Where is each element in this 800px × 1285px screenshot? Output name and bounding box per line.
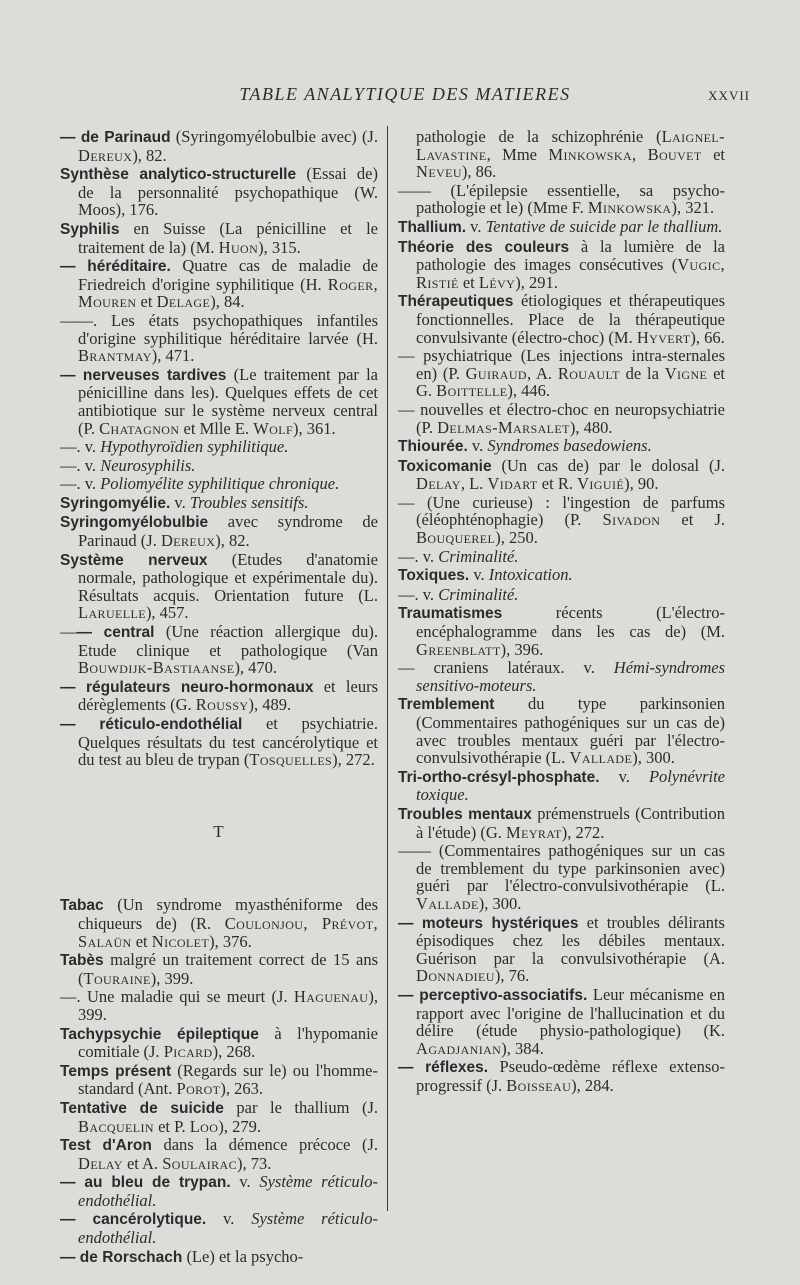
running-title: TABLE ANALYTIQUE DES MATIERES — [239, 84, 571, 104]
index-entry: — craniens latéraux. v. Hémi-syndromes sensitivo-moteurs. — [398, 658, 725, 695]
index-entry: — perceptivo-associatifs. Leur mécanisme en rapport avec l'origine de l'hallucination et du délire (étude physio-pathologique) (K. Agadjanian), 384. — [398, 984, 725, 1058]
index-xref: —. v. Criminalité. — [398, 584, 519, 604]
index-xref: —. v. Neurosyphilis. — [60, 455, 196, 475]
index-entry: — de Parinaud (Syringomyélobulbie avec) (J. Dereux), 82. — [60, 127, 378, 165]
index-entry: ——. Les états psychopathiques infantiles d'origine syphilitique héréditaire larvée (H. Brantmay), 471. — [60, 310, 378, 366]
left-column — [60, 128, 378, 1267]
index-entry: — réticulo-endothélial et psychiatrie. Quelques résultats du test cancérolytique et du test au bleu de trypan (Tosquelles), 272. — [60, 714, 379, 770]
index-entry: — réflexes. Pseudo-œdème réflexe extenso-progressif (J. Boisseau), 284. — [398, 1057, 725, 1095]
index-entry: Toxiques. v. Intoxication. — [398, 565, 573, 585]
index-entry-continued: pathologie de la schizophrénie (Laignel-Lavastine, Mme Minkowska, Bouvet et Neveu), 86. — [416, 127, 725, 182]
section-letter: T — [213, 821, 225, 841]
index-entry: — moteurs hystériques et troubles délirants épisodiques chez les débiles mentaux. Guérison par la convulsivothérapie (A. Donnadieu), 76. — [398, 912, 725, 986]
index-entry: — nouvelles et électro-choc en neuropsychiatrie (P. Delmas-Marsalet), 480. — [398, 399, 725, 437]
index-entry: — de Rorschach (Le) et la psycho- — [60, 1246, 304, 1266]
index-entry: Tri-ortho-crésyl-phosphate. v. Polynévrite toxique. — [398, 766, 725, 805]
index-entry: Théorie des couleurs à la lumière de la pathologie des images consécutives (Vugic, Ristié et Lévy), 291. — [398, 236, 725, 292]
index-entry: Syringomyélie. v. Troubles sensitifs. — [60, 492, 309, 512]
index-entry: — nerveuses tardives (Le traitement par la pénicilline dans les). Quelques effets de cet antibiotique sur le système nerveux central (P. Chatagnon et Mlle E. Wolf), 361. — [60, 364, 378, 438]
index-entry: Thiourée. v. Syndromes basedowiens. — [398, 436, 652, 456]
right-column — [398, 128, 725, 1095]
index-entry: Système nerveux (Etudes d'anatomie normale, pathologique et expérimentale du). Résultats acquis. Orientation future (L. Laruelle), 457. — [60, 549, 378, 623]
index-entry: —— (Commentaires pathogéniques sur un cas de tremblement du type parkinsonien avec) guéri par l'électro-convulsivothérapie (L. Vallade), 300. — [398, 841, 725, 913]
index-entry: Tentative de suicide par le thallium (J. Bacquelin et P. Loo), 279. — [60, 1097, 379, 1136]
index-entry: Tremblement du type parkinsonien (Commentaires pathogéniques sur un cas de) avec troubles mentaux guéri par l'électro-convulsivothérapie (L. Vallade), 300. — [398, 694, 725, 768]
index-entry: Synthèse analytico-structurelle (Essai de) de la personnalité psychopathique (W. Moos), 176. — [60, 164, 378, 220]
column-divider — [387, 126, 388, 1211]
index-entry: —— central (Une réaction allergique du). Etude clinique et pathologique (Van Bouwdijk-Bastiaanse), 470. — [60, 622, 378, 678]
index-xref: — cancérolytique. v. Système réticulo-endothélial. — [60, 1209, 378, 1248]
index-entry: Temps présent (Regards sur le) ou l'homme-standard (Ant. Porot), 263. — [60, 1060, 378, 1099]
index-entry: Syphilis en Suisse (La pénicilline et le traitement de la) (M. Huon), 315. — [60, 218, 378, 257]
index-entry: — régulateurs neuro-hormonaux et leurs dérèglements (G. Roussy), 489. — [60, 676, 378, 715]
index-entry: —— (L'épilepsie essentielle, sa psycho-pathologie et le) (Mme F. Minkowska), 321. — [398, 180, 725, 218]
index-entry: Thallium. v. Tentative de suicide par le thallium. — [398, 216, 723, 236]
index-entry: Troubles mentaux prémenstruels (Contribution à l'étude) (G. Meyrat), 272. — [398, 803, 725, 842]
index-entry: Test d'Aron dans la démence précoce (J. Delay et A. Soulairac), 73. — [60, 1135, 378, 1173]
index-entry: Traumatismes récents (L'électro-encéphalogramme dans les cas de) (M. Greenblatt), 396. — [398, 603, 725, 659]
index-entry: Toxicomanie (Un cas de) par le dolosal (J. Delay, L. Vidart et R. Viguié), 90. — [398, 455, 725, 494]
index-entry: Tabès malgré un traitement correct de 15 ans (Touraine), 399. — [60, 950, 378, 988]
index-entry: Thérapeutiques étiologiques et thérapeutiques fonctionnelles. Place de la thérapeutique convulsivante (électro-choc) (M. Hyvert), 66. — [398, 291, 725, 347]
index-entry: Tabac (Un syndrome myasthéniforme des chiqueurs de) (R. Coulonjou, Prévot, Salaün et Nicolet), 376. — [60, 895, 379, 951]
index-entry: Tachypsychie épileptique à l'hypomanie comitiale (J. Picard), 268. — [60, 1023, 378, 1062]
index-xref: — au bleu de trypan. v. Système réticulo-endothélial. — [60, 1172, 378, 1210]
page-number: XXVII — [708, 88, 750, 103]
index-entry: Syringomyélobulbie avec syndrome de Parinaud (J. Dereux), 82. — [60, 512, 378, 551]
index-entry: — psychiatrique (Les injections intra-sternales en) (P. Guiraud, A. Rouault de la Vigne et G. Boittelle), 446. — [398, 346, 725, 401]
index-xref: —. v. Poliomyélite syphilitique chronique. — [60, 474, 340, 494]
page-header — [60, 84, 750, 114]
index-xref: —. v. Hypothyroïdien syphilitique. — [60, 437, 289, 457]
index-entry: — (Une curieuse) : l'ingestion de parfums (éléophténophagie) (P. Sivadon et J. Bouquerel), 250. — [398, 492, 725, 548]
index-xref: —. v. Criminalité. — [398, 546, 519, 566]
index-entry: —. Une maladie qui se meurt (J. Haguenau), 399. — [60, 987, 378, 1024]
index-entry: — héréditaire. Quatre cas de maladie de Friedreich d'origine syphilitique (H. Roger, Mouren et Delage), 84. — [60, 256, 378, 312]
